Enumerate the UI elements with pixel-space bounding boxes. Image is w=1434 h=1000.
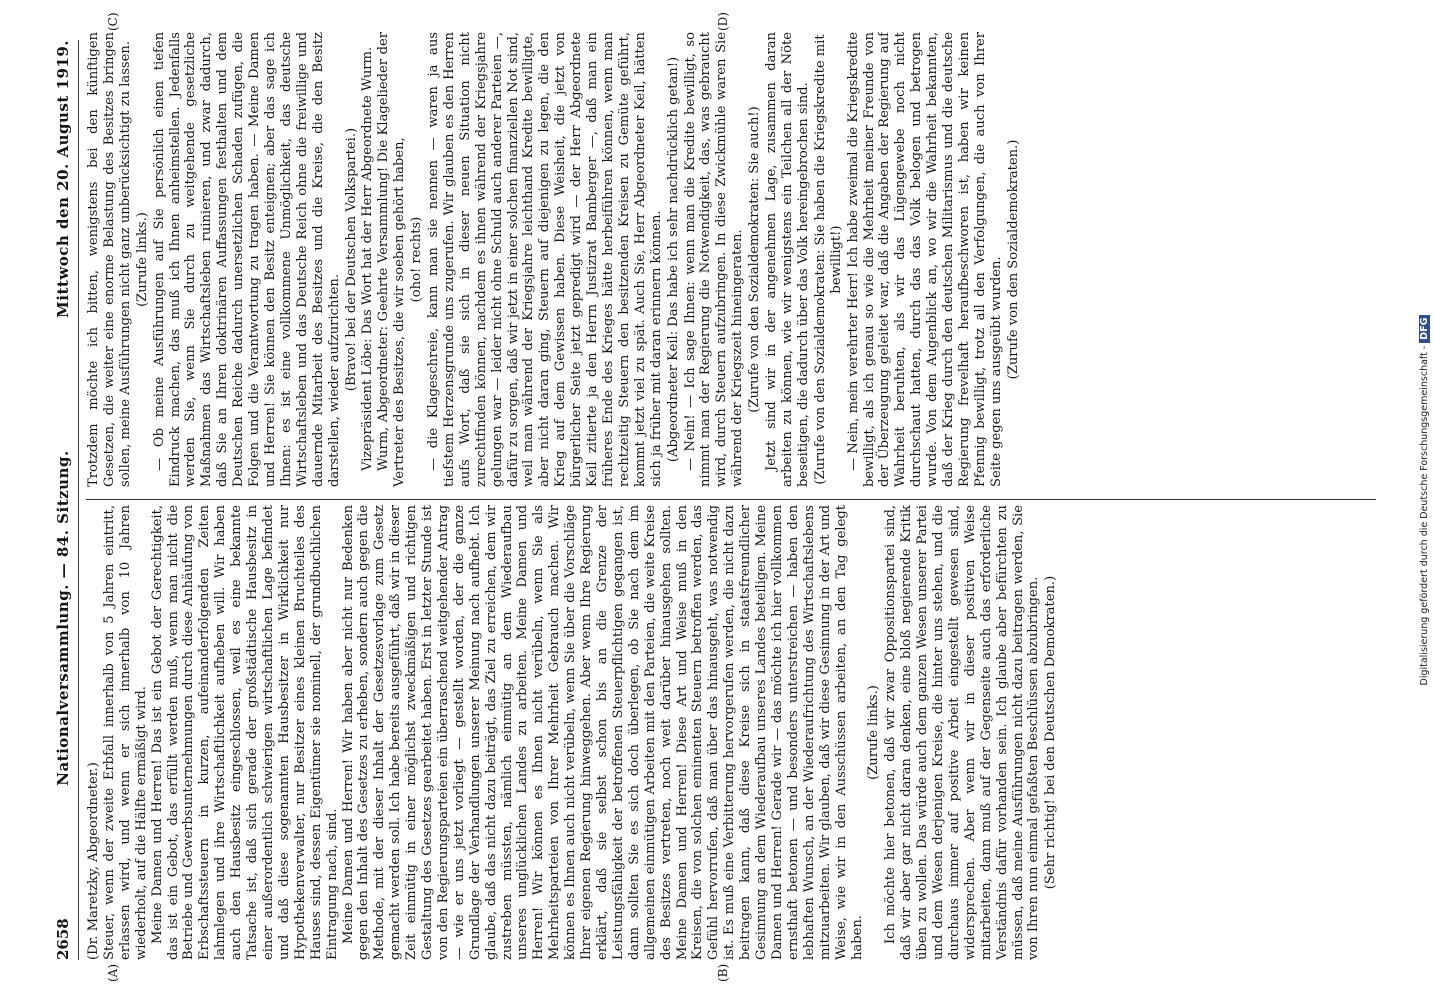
interjection: (Zurufe links.): [134, 212, 150, 307]
paragraph: (Dr. Maretzky, Abgeordneter.): [86, 762, 101, 960]
margin-marker-c: (C): [106, 12, 120, 31]
interjection: (Abgeordneter Keil: Das habe ich sehr nachdrücklich getan!): [665, 56, 681, 463]
paragraph: — Nein, mein verehrter Herr! Ich habe zweimal die Kriegskredite bewilligt, als ich genau so wie die Mehrheit meiner Freunde von der Überzeugung geleitet war, daß die Angaben der Regierung auf Wahrheit beruhten, als wir das Lügengewebe noch nicht durchschaut hatten, durch das das Volk belogen und betrogen wurde. Von dem Augenblick an, wo wir die Wahrheit bekannten, daß der Krieg durch den deutschen Militarismus und die deutsche Regierung frevelhaft heraufbeschworen ist, haben wir keinen Pfennig bewilligt, trotz all den Verfolgungen, die auch von Ihrer Seite gegen uns ausgeübt wurden.: [845, 32, 1004, 487]
page-number: 2658: [54, 918, 72, 960]
text-column-right: [86, 32, 1396, 487]
newspaper-page: [46, 6, 1416, 994]
interjection: (oho! rechts): [409, 216, 425, 303]
paragraph: Vizepräsident Löbe: Das Wort hat der Herr Abgeordnete Wurm.: [360, 46, 376, 471]
paragraph: — Nein! — Ich sage Ihnen: wenn man die Kredite bewilligt, so nimmt man der Regierung die Notwendigkeit, das, was gebraucht wird, durch Steuern aufzubringen. In diese Zwickmühle waren Sie während der Kriegszeit hineingeraten.: [682, 32, 746, 487]
interjection: (Zurufe von den Sozialdemokraten: Sie haben die Kriegskredite mit bewilligt!): [812, 34, 844, 485]
margin-marker-d: (D): [716, 12, 730, 31]
interjection: (Sehr richtig! bei den Deutschen Demokraten.): [1043, 575, 1059, 890]
margin-marker-b: (B): [716, 963, 730, 982]
digitization-credit: [1418, 10, 1432, 990]
interjection: (Bravo! bei der Deutschen Volkspartei.): [343, 127, 359, 392]
header-right-title: Mittwoch den 20. August 1919.: [54, 40, 72, 318]
dfg-logo: DFG: [1419, 315, 1430, 343]
paragraph: — Ob meine Ausführungen auf Sie persönlich einen tiefen Eindruck machen, das muß ich Ihnen anheimstellen. Jedenfalls werden Sie, wenn Sie durch zu weitgehende gesetzliche Maßnahmen das Wirtschaftsleben ruinieren, und zwar dadurch, daß Sie an Ihren doktrinären Auffassungen festhalten und dem Deutschen Reiche dadurch unersetzlichen Schaden zufügen, die Folgen und die Verantwortung zu tragen haben. — Meine Damen und Herren! Sie können den Besitz enteignen; aber das sage ich Ihnen: es ist eine vollkommene Unmöglichkeit, das deutsche Wirtschaftsleben und das Deutsche Reich ohne die freiwillige und dauernde Mitarbeit des Besitzes und die Kreise, die den Besitz darstellen, wieder aufzurichten.: [151, 32, 342, 487]
text-column-left: [86, 505, 1396, 960]
paragraph: Steuer, wenn der zweite Erbfall innerhalb von 5 Jahren eintritt, erlassen wird, und wenn er sich innerhalb von 10 Jahren wiederholt, auf die Hälfte ermäßigt wird.: [101, 505, 149, 960]
header-left-title: Nationalversammlung. — 84. Sitzung.: [54, 450, 72, 786]
page-header: [48, 40, 79, 960]
paragraph: Meine Damen und Herren! Das ist ein Gebot der Gerechtigkeit, das ist ein Gebot, das erfüllt werden muß, wenn man nicht die Betriebe und Gewerbsunternehmungen durch diese Anhäufung von Erbschaftssteuern in kurzen, aufeinanderfolgenden Zeiten lahmlegen und ihre Wirtschaftlichkeit aufheben will. Wir haben auch den Hausbesitz eingeschlossen, weil es eine bekannte Tatsache ist, daß sich gerade der großstädtische Hausbesitz in einer außerordentlich schwierigen wirtschaftlichen Lage befindet und daß diese sogenannten Hausbesitzer in Wirklichkeit nur Hypothekenverwalter, nur Besitzer eines kleinen Bruchteiles des Hauses sind, dessen Eigentümer sie nominell, der grundbuchlichen Eintragung nach, sind.: [149, 505, 340, 960]
interjection: (Zurufe links.): [866, 685, 882, 780]
paragraph: Wurm, Abgeordneter: Geehrte Versammlung! Die Klagelieder der Vertreter des Besitzes, die wir soeben gehört haben,: [376, 32, 408, 487]
interjection: (Zurufe von den Sozialdemokraten: Sie auch!): [747, 106, 763, 413]
column-divider: [86, 499, 1376, 500]
margin-marker-a: (A): [106, 963, 120, 982]
paragraph: Trotzdem möchte ich bitten, wenigstens bei den künftigen Gesetzen, die weiter eine enorme Belastung des Besitzes bringen sollen, meine Ausführungen nicht ganz unberücksichtigt zu lassen.: [86, 32, 133, 487]
interjection: (Zurufe von den Sozialdemokraten.): [1005, 139, 1021, 380]
credit-text: Digitalisierung gefördert durch die Deutsche Forschungsgemeinschaft -: [1419, 345, 1430, 686]
paragraph: Ich möchte hier betonen, daß wir zwar Oppositionspartei sind, daß wir aber gar nicht daran denken, eine bloß negierende Kritik üben zu wollen. Das würde auch dem ganzen Wesen unserer Partei und dem Wesen derjenigen Kreise, die hinter uns stehen, und die durchaus immer auf positive Arbeit eingestellt gewesen sind, widersprechen. Aber wenn wir in dieser positiven Weise mitarbeiten, dann muß auf der Gegenseite auch das erforderliche Verständnis dafür vorhanden sein. Ich glaube aber befürchten zu müssen, daß meine Ausführungen nicht dazu beitragen werden, Sie von Ihren nun einmal gefaßten Beschlüssen abzubringen.: [883, 505, 1042, 960]
paragraph: Meine Damen und Herren! Wir haben aber nicht nur Bedenken gegen den Inhalt des Gesetzes zu erheben, sondern auch gegen die Methode, mit der dieser Inhalt der Gesetzesvorlage zum Gesetz gemacht werden soll. Ich habe bereits ausgeführt, daß wir in dieser Zeit einmütig in einer möglichst zweckmäßigen und richtigen Gestaltung des Gesetzes gearbeitet haben. Erst in letzter Stunde ist von den Regierungsparteien ein überraschend weitgehender Antrag — wie er uns jetzt vorliegt — gestellt worden, der die ganze Grundlage der Verhandlungen unserer Meinung nach aufhebt. Ich glaube, daß das nicht dazu beiträgt, das Ziel zu erreichen, dem wir zustreben müssten, nämlich einmütig an dem Wiederaufbau unseres unglücklichen Landes zu arbeiten. Meine Damen und Herren! Wir können es Ihnen nicht verübeln, wenn Sie als Mehrheitsparteien von Ihrer Mehrheit Gebrauch machen. Wir können es Ihnen auch nicht verübeln, wenn Sie über die Vorschläge Ihrer eigenen Regierung hinweggehen. Aber wenn Ihre Regierung erklärt, daß sie selbst schon bis an die Grenze der Leistungsfähigkeit der betroffenen Steuerpflichtigen gegangen ist, dann sollten Sie es sich doch überlegen, ob Sie nach dem im allgemeinen einmütigen Arbeiten mit den Parteien, die weite Kreise des Besitzes vertreten, noch weit darüber hinausgehen sollten. Meine Damen und Herren! Diese Art und Weise muß in den Kreisen, die von solchen eminenten Steuern betroffen werden, das Gefühl hervorrufen, daß man über das hinausgeht, was notwendig ist. Es muß eine Verbitterung hervorgerufen werden, die nicht dazu beitragen kann, daß diese Kreise sich in staatsfreundlicher Gesinnung an dem Wiederaufbau unseres Landes beteiligen. Meine Damen und Herren! Gerade wir — das möchte ich hier vollkommen ernsthaft betonen — und besonders unterstreichen — haben den lebhaften Wunsch, an der Wiederaufrichtung des Wirtschaftslebens mitzuarbeiten. Wir glauben, daß wir diese Gesinnung in der Art und Weise, wie wir in den Ausschüssen arbeiten, an den Tag gelegt haben.: [340, 505, 865, 960]
paragraph: Jetzt sind wir in der angenehmen Lage, zusammen daran arbeiten zu können, wie wir wenigstens ein Teilchen all der Nöte beseitigen, die dadurch über das Volk hereingebrochen sind.: [764, 32, 811, 487]
paragraph: — die Klageschreie, kann man sie nennen — waren ja aus tiefstem Herzensgrunde uns zugerufen. Wir glauben es den Herren aufs Wort, daß sie sich in dieser neuen Situation nicht zurechtfinden können, nachdem es ihnen während der Kriegsjahre gelungen war — leider nicht ohne Schuld auch anderer Parteien —, dafür zu sorgen, daß wir jetzt in einer solchen finanziellen Not sind, weil man während der Kriegsjahre leichthand Kredite bewilligte, aber nicht daran ging, Steuern auf diejenigen zu legen, die den Krieg auf dem Gewissen haben. Diese Weisheit, die jetzt von bürgerlicher Seite jetzt gepredigt wird — der Herr Abgeordnete Keil zitierte ja den Herrn Justizrat Bamberger —, daß man ein früheres Ende des Krieges hätte herbeiführen können, wenn man rechtzeitig Steuern den besitzenden Kreisen zu Gemüte geführt, kommt jetzt viel zu spät. Auch Sie, Herr Abgeordneter Keil, hätten sich ja früher mit daran erinnern können.: [426, 32, 664, 487]
